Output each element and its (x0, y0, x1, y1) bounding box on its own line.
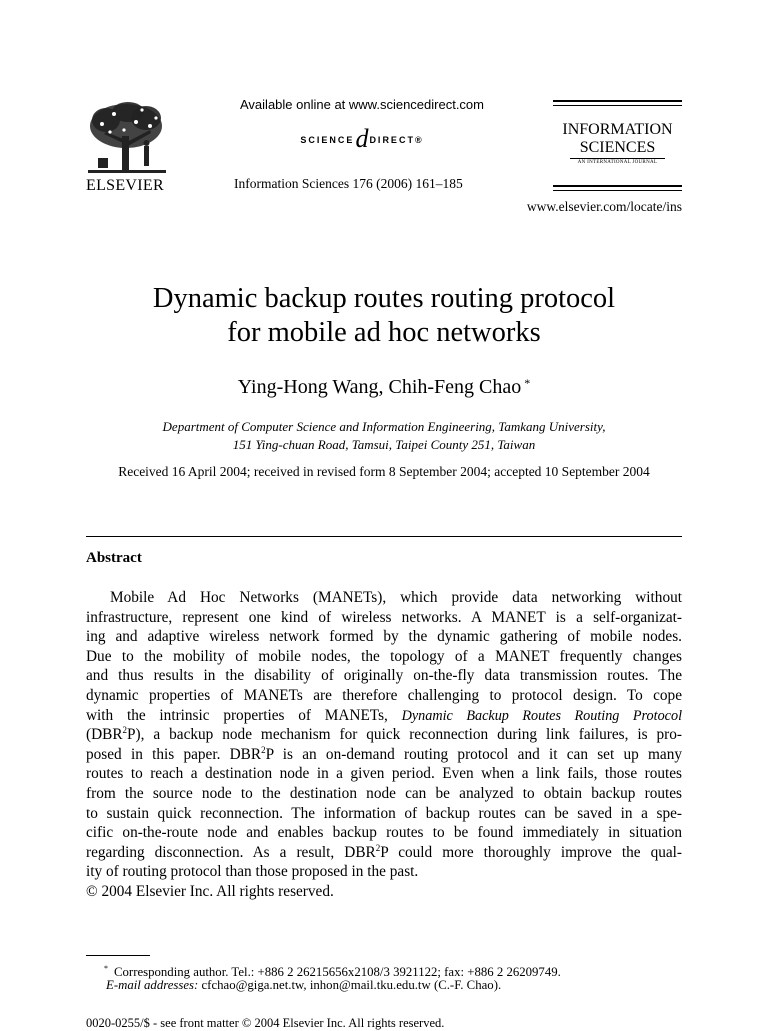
author-names: Ying-Hong Wang, Chih-Feng Chao (237, 376, 522, 398)
email-link-2[interactable]: inhon@mail.tku.edu.tw (309, 978, 431, 992)
journal-subtitle-rule (570, 158, 665, 159)
footnote-mark: * (104, 964, 108, 973)
protocol-name-italic: Dynamic Backup Routes Routing Protocol (401, 707, 683, 724)
available-online-text: Available online at www.sciencedirect.com (240, 97, 484, 112)
journal-url[interactable]: www.elsevier.com/locate/ins (526, 199, 682, 214)
abstract-line: and thus results in the disability of originally on-the-fly data transmission routes. The (86, 667, 682, 685)
abstract-text: regarding disconnection. As a result, DBR (86, 843, 376, 861)
title-line1: Dynamic backup routes routing protocol (152, 283, 616, 314)
abstract-heading: Abstract (86, 550, 142, 566)
section-divider (86, 536, 682, 537)
journal-rule-top (553, 100, 682, 102)
abstract-text: with the intrinsic properties of MANETs, (86, 706, 388, 724)
journal-rule-bottom (553, 185, 682, 187)
email-suffix: (C.-F. Chao). (433, 978, 502, 992)
abstract-line (86, 843, 682, 863)
title-line2: for mobile ad hoc networks (227, 317, 541, 348)
abstract-line (86, 706, 682, 726)
superscript: 2 (122, 725, 128, 736)
journal-title-line2: SCIENCES (579, 139, 656, 156)
journal-rule-top-thin (553, 105, 682, 106)
superscript: 2 (261, 744, 266, 755)
abstract-text: posed in this paper. DBR (86, 745, 262, 763)
email-separator: , (303, 978, 307, 992)
journal-title-line1: INFORMATION (562, 121, 673, 138)
abstract-line (86, 725, 682, 745)
sd-left: SCIENCE (300, 135, 355, 145)
sd-reg: ® (414, 135, 424, 145)
abstract-line: dynamic properties of MANETs are therefore challenging to protocol design. To cope (86, 686, 682, 704)
abstract-line: Mobile Ad Hoc Networks (MANETs), which provide data networking without (110, 589, 682, 606)
abstract-line: routes to reach a destination node in a given period. Even when a link fails, those routes (86, 765, 682, 783)
sd-at-icon: d (355, 124, 369, 153)
footnote-emails (106, 977, 501, 994)
email-link-1[interactable]: cfchao@giga.net.tw (201, 978, 304, 992)
abstract-line: Due to the mobility of mobile nodes, the topology of a MANET frequently changes (86, 647, 682, 665)
front-matter-line: 0020-0255/$ - see front matter © 2004 Elsevier Inc. All rights reserved. (86, 1016, 445, 1030)
journal-citation: Information Sciences 176 (2006) 161–185 (234, 176, 463, 191)
affiliation-line2: 151 Ying-chuan Road, Tamsui, Taipei County 251, Taiwan (232, 437, 536, 452)
footnote-text: Corresponding author. Tel.: +886 2 26215656x2108/3 3921122; fax: +886 2 26209749. (114, 965, 561, 979)
journal-rule-bottom-thin (553, 190, 682, 191)
affiliation (0, 418, 768, 454)
abstract-line: infrastructure, represent one kind of wireless networks. A MANET is a self-organizat- (86, 608, 682, 626)
submission-dates: Received 16 April 2004; received in revised form 8 September 2004; accepted 10 September 2004 (118, 464, 650, 479)
abstract-line (86, 745, 682, 765)
abstract-text: P is an on-demand routing protocol and it can set up many (265, 745, 682, 763)
abstract-text: P), a backup node mechanism for quick reconnection during link failures, is pro- (127, 726, 682, 744)
sciencedirect-logo (232, 124, 492, 154)
author-footnote-mark[interactable]: * (524, 376, 531, 390)
publisher-name: ELSEVIER (86, 177, 164, 194)
abstract-line: ing and adaptive wireless network formed by the dynamic gathering of mobile nodes. (86, 628, 682, 646)
abstract-text: P could more thoroughly improve the qual- (380, 843, 682, 861)
abstract-body (86, 588, 682, 902)
superscript: 2 (375, 842, 381, 853)
abstract-line: to sustain quick reconnection. The information of backup routes can be saved in a spe- (86, 804, 682, 822)
footnote-rule (86, 955, 150, 956)
copyright-line: © 2004 Elsevier Inc. All rights reserved. (86, 882, 334, 900)
email-label: E-mail addresses: (106, 978, 199, 992)
sd-right: DIRECT (369, 135, 415, 145)
elsevier-tree-logo (84, 100, 170, 178)
abstract-line: cific on-the-route node and enables backup routes to be found immediately in situation (86, 824, 682, 842)
article-title (0, 282, 768, 350)
authors (0, 376, 768, 399)
journal-title (549, 121, 686, 157)
abstract-text: (DBR (86, 726, 123, 744)
affiliation-line1: Department of Computer Science and Information Engineering, Tamkang University, (162, 419, 606, 434)
abstract-line: from the source node to the destination node can be analyzed to obtain backup routes (86, 784, 682, 802)
journal-subtitle: AN INTERNATIONAL JOURNAL (577, 160, 658, 165)
abstract-line: ity of routing protocol than those proposed in the past. (86, 863, 419, 881)
